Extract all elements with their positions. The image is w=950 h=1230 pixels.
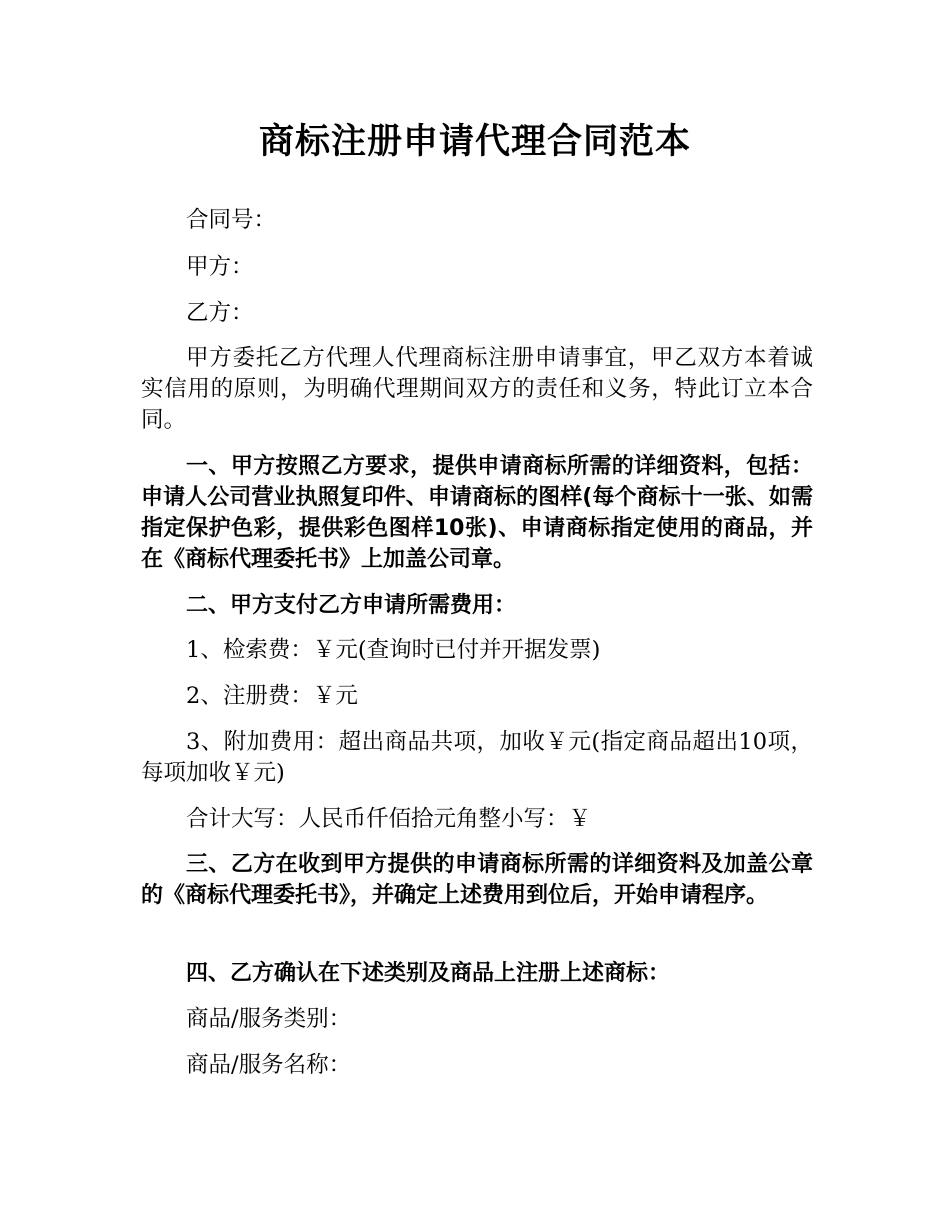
party-b-line: 乙方： xyxy=(186,300,254,326)
clause-3: 三、乙方在收到甲方提供的申请商标所需的详细资料及加盖公章的《商标代理委托书》，并确定上述费用到位后，开始申请程序。 xyxy=(141,852,813,908)
clause-2-heading: 二、甲方支付乙方申请所需费用： xyxy=(186,593,517,618)
goods-class-line: 商品/服务类别： xyxy=(186,1006,352,1032)
document-title: 商标注册申请代理合同范本 xyxy=(258,122,691,162)
intro-paragraph: 甲方委托乙方代理人代理商标注册申请事宜，甲乙双方本着诚实信用的原则，为明确代理期间双方的责任和义务，特此订立本合同。 xyxy=(141,345,813,433)
fee-total-line: 合计大写：人民币仟佰拾元角整小写：￥ xyxy=(186,806,592,832)
clause-1: 一、甲方按照乙方要求，提供申请商标所需的详细资料，包括：申请人公司营业执照复印件、申请商标的图样(每个商标十一张、如需指定保护色彩，提供彩色图样10张)、申请商标指定使用的商品，并在《商标代理委托书》上加盖公司章。 xyxy=(141,454,813,572)
clause-4-heading: 四、乙方确认在下述类别及商品上注册上述商标： xyxy=(186,961,671,986)
fee-registration-line: 2、注册费：￥元 xyxy=(186,683,358,709)
party-a-line: 甲方： xyxy=(186,254,254,280)
fee-search-line: 1、检索费：￥元(查询时已付并开据发票) xyxy=(186,637,601,663)
fee-additional-line: 3、附加费用：超出商品共项，加收￥元(指定商品超出10项，每项加收￥元) xyxy=(141,729,813,786)
goods-name-line: 商品/服务名称： xyxy=(186,1052,352,1078)
contract-number-line: 合同号： xyxy=(186,207,277,233)
